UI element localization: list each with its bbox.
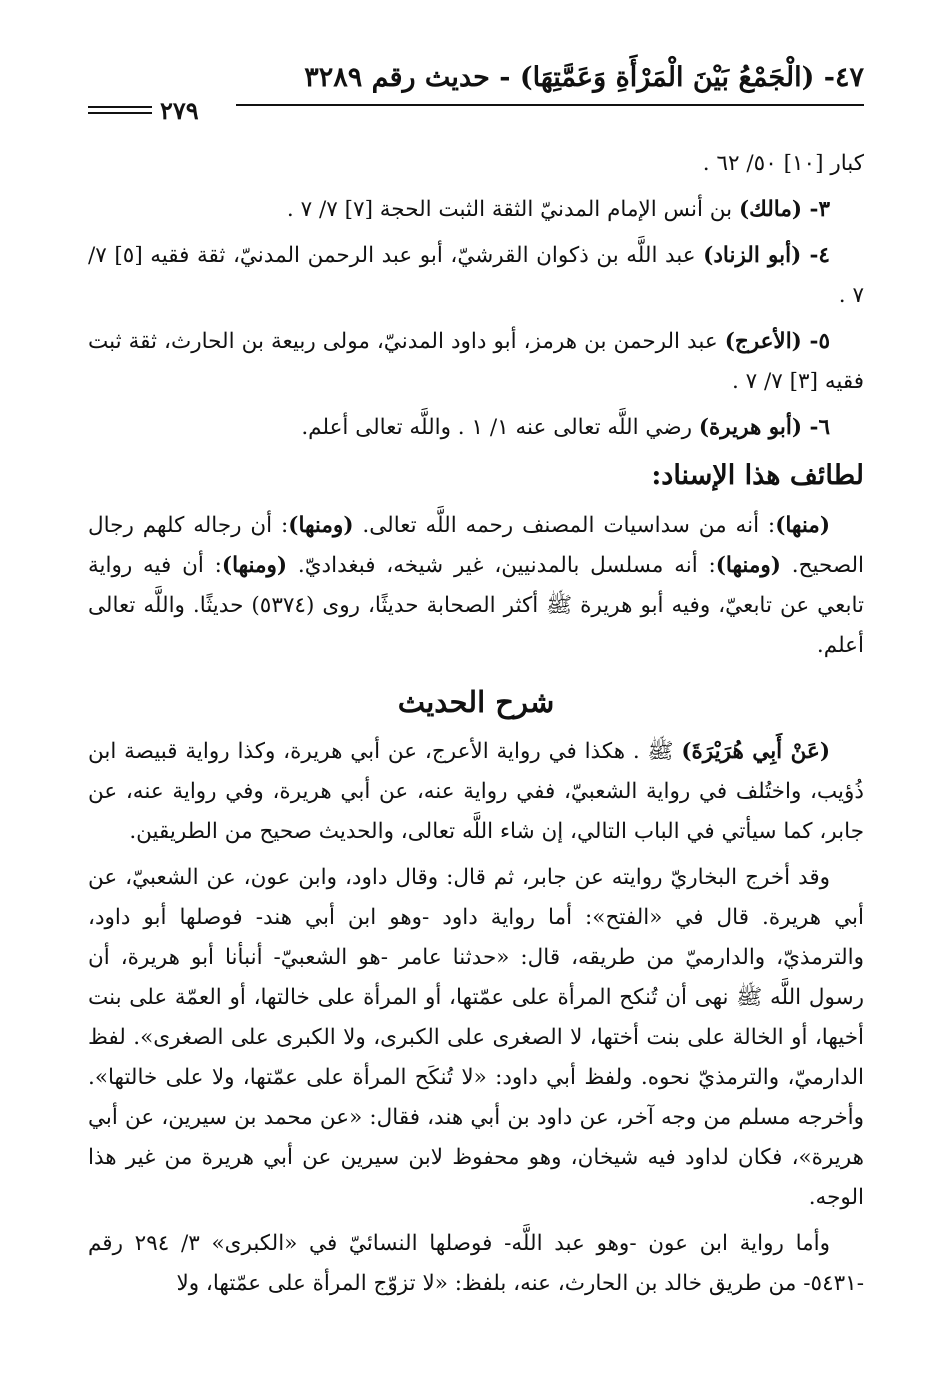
page-number: ٢٧٩ bbox=[160, 96, 199, 125]
page-number-rule bbox=[88, 106, 152, 114]
narrator-6-label: ٦- (أبو هريرة) bbox=[698, 415, 830, 440]
sharh-paragraph-3: وأما رواية ابن عون -وهو عبد اللَّه- فوصلها النسائيّ في «الكبرى» ٣/ ٢٩٤ رقم -٥٤٣١- من طريق خالد بن الحارث، عنه، بلفظ: «لا تزوّج المرأة على عمّتها، ولا bbox=[88, 1231, 864, 1296]
narrator-3-label: ٣- (مالك) bbox=[738, 197, 830, 222]
narrator-kibar-line: كبار [١٠] ٥٠/ ٦٢ . bbox=[702, 151, 864, 176]
lataif-paragraph bbox=[88, 506, 864, 666]
lataif-m2-label: (ومنها) bbox=[288, 513, 354, 538]
header-rule bbox=[236, 104, 864, 106]
narrator-5-label: ٥- (الأعرج) bbox=[724, 329, 831, 354]
narrator-3-text: بن أنس الإمام المدنيّ الثقة الثبت الحجة [٧] ٧/ ٧ . bbox=[286, 197, 739, 222]
book-page bbox=[88, 56, 864, 1336]
page-number-block bbox=[88, 96, 238, 126]
lataif-m3-text: : أنه مسلسل بالمدنيين، غير شيخه، فبغداديّ. bbox=[287, 553, 716, 578]
sharh-p1-text: ﷺ . هكذا في رواية الأعرج، عن أبي هريرة، وكذا رواية قبيصة ابن ذُؤيب، واختُلف في رواية الشعبيّ، ففي رواية عنه، عن أبي هريرة، وفي رواية عنه، عن جابر، كما سيأتي في الباب التالي، إن شاء اللَّه تعالى، والحديث صحيح من الطريقين. bbox=[88, 739, 864, 844]
running-header-title: ٤٧- (الْجَمْعُ بَيْنَ الْمَرْأَةِ وَعَمَّتِهَا) - حديث رقم ٣٢٨٩ bbox=[304, 62, 864, 93]
lataif-m4-text: : أن فيه رواية تابعي عن تابعيّ، وفيه أبو هريرة ﷺ أكثر الصحابة حديثًا، روى (٥٣٧٤) حديثًا. واللَّه تعالى أعلم. bbox=[88, 553, 864, 658]
lataif-m2-text: : أن رجاله كلهم رجال الصحيح. bbox=[88, 513, 864, 578]
lataif-m1-text: : أنه من سداسيات المصنف رحمه اللَّه تعالى. bbox=[353, 513, 776, 538]
narrator-4 bbox=[88, 236, 864, 316]
sharh-paragraph-1 bbox=[88, 732, 864, 852]
narrator-6 bbox=[88, 408, 864, 448]
narrator-4-text: عبد اللَّه بن ذكوان القرشيّ، أبو عبد الرحمن المدنيّ، ثقة فقيه [٥] ٧/ ٧ . bbox=[88, 243, 864, 308]
narrator-5-text: عبد الرحمن بن هرمز، أبو داود المدنيّ، مولى ربيعة بن الحارث، ثقة ثبت فقيه [٣] ٧/ ٧ . bbox=[88, 329, 864, 394]
page-body bbox=[88, 144, 864, 1310]
narrator-6-text: رضي اللَّه تعالى عنه ١/ ١ . واللَّه تعالى أعلم. bbox=[301, 415, 699, 440]
lataif-m3-label: (ومنها) bbox=[715, 553, 781, 578]
narrator-3 bbox=[88, 190, 864, 230]
narrator-5 bbox=[88, 322, 864, 402]
lataif-m1-label: (منها) bbox=[775, 513, 830, 538]
sharh-paragraph-2: وقد أخرج البخاريّ روايته عن جابر، ثم قال: وقال داود، وابن عون، عن الشعبيّ، عن أبي هريرة. قال في «الفتح»: أما رواية داود -وهو ابن أبي هند- فوصلها أبو داود، والترمذيّ، والدارميّ من طريقه، قال: «حدثنا عامر -هو الشعبيّ- أنبأنا أبو هريرة، أن رسول اللَّه ﷺ نهى أن تُنكح المرأة على عمّتها، أو المرأة على خالتها، أو العمّة على بنت أخيها، أو الخالة على بنت أختها، لا الصغرى على الكبرى، ولا الكبرى على الصغرى». لفظ الدارميّ، والترمذيّ نحوه. ولفظ أبي داود: «لا تُنكَح المرأة على عمّتها، ولا على خالتها». وأخرجه مسلم من وجه آخر، عن داود بن أبي هند، فقال: «عن محمد بن سيرين، عن أبي هريرة»، فكان لداود فيه شيخان، وهو محفوظ لابن سيرين عن أبي هريرة من غير هذا الوجه. bbox=[88, 865, 864, 1210]
lataif-m4-label: (ومنها) bbox=[221, 553, 288, 578]
narrator-4-label: ٤- (أبو الزناد) bbox=[703, 243, 830, 268]
sharh-heading: شرح الحديث bbox=[397, 685, 555, 719]
lataif-heading: لطائف هذا الإسناد: bbox=[651, 460, 864, 491]
sharh-p1-label: (عَنْ أَبِي هُرَيْرَةَ) bbox=[681, 739, 830, 764]
